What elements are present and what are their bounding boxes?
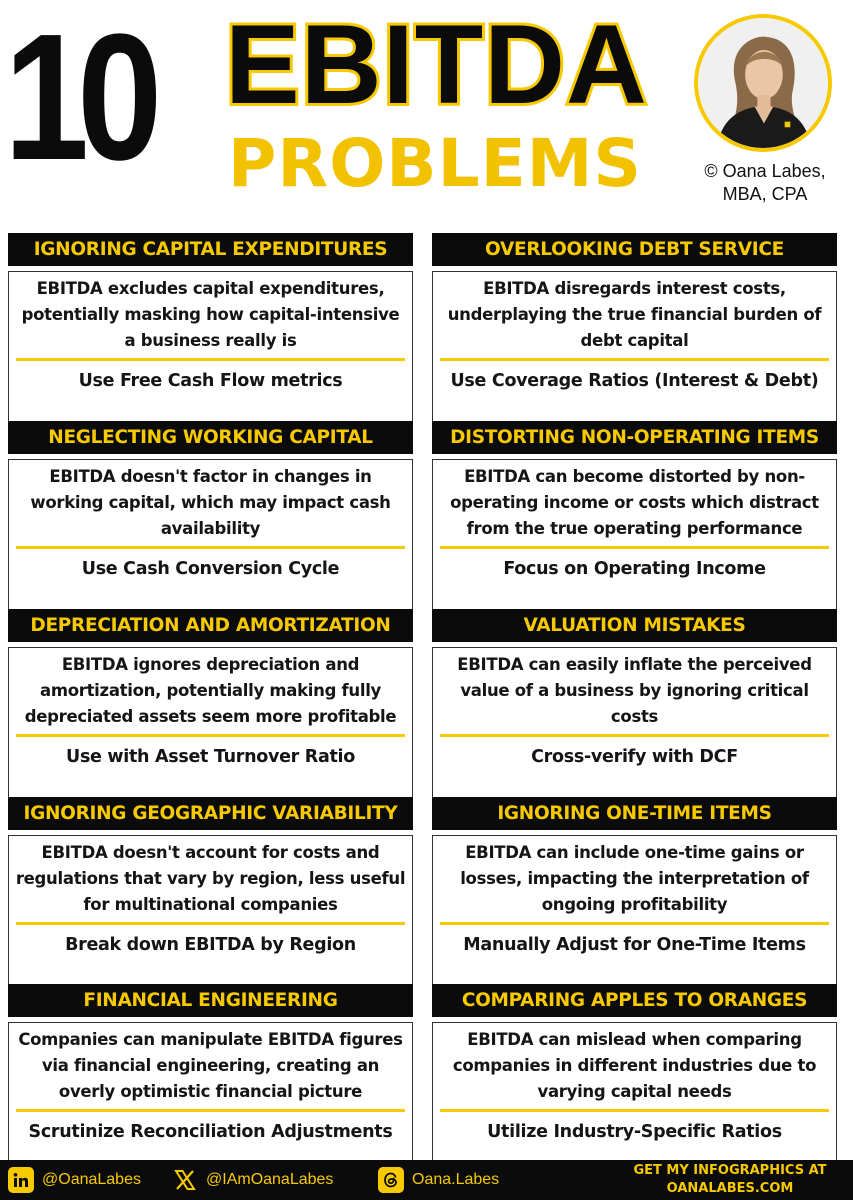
x-icon: [172, 1167, 198, 1193]
infographics-cta[interactable]: [612, 1162, 848, 1198]
problem-body: [8, 647, 413, 799]
divider: [16, 734, 405, 737]
x-handle: @IAmOanaLabes: [206, 1171, 334, 1188]
problem-description: EBITDA ignores depreciation and amortization, potentially making fully depreciated assets seem more profitable: [24, 655, 397, 726]
problem-title: VALUATION MISTAKES: [432, 609, 837, 642]
problem-description: EBITDA can easily inflate the perceived value of a business by ignoring critical costs: [457, 655, 812, 726]
problem-solution: Scrutinize Reconciliation Adjustments: [28, 1122, 393, 1142]
headline-title: EBITDA: [225, 2, 648, 127]
problem-solution: Cross-verify with DCF: [531, 747, 738, 767]
problem-card: [432, 421, 837, 611]
problem-title: IGNORING CAPITAL EXPENDITURES: [8, 233, 413, 266]
problem-card: [8, 233, 413, 423]
problem-description: EBITDA disregards interest costs, underplaying the true financial burden of debt capital: [447, 279, 822, 350]
problem-body: [8, 459, 413, 611]
problem-solution: Use with Asset Turnover Ratio: [66, 747, 355, 767]
problem-description: EBITDA doesn't account for costs and regulations that vary by region, less useful for multinational companies: [15, 843, 406, 914]
problem-body: [432, 835, 837, 987]
problem-description: EBITDA doesn't factor in changes in working capital, which may impact cash availability: [30, 467, 391, 538]
divider: [440, 358, 829, 361]
threads-handle: Oana.Labes: [412, 1171, 500, 1188]
problem-card: [8, 609, 413, 799]
problem-card: [8, 421, 413, 611]
author-name: © Oana Labes,: [704, 161, 826, 181]
footer-bar: [0, 1160, 853, 1200]
problem-description: EBITDA can mislead when comparing companies in different industries due to varying capital needs: [452, 1030, 817, 1101]
divider: [440, 546, 829, 549]
problem-card: [432, 233, 837, 423]
linkedin-link[interactable]: [8, 1167, 141, 1193]
problem-solution: Focus on Operating Income: [503, 559, 766, 579]
problem-body: [432, 1022, 837, 1174]
author-credentials: MBA, CPA: [722, 184, 808, 204]
divider: [440, 1109, 829, 1112]
problem-title: NEGLECTING WORKING CAPITAL: [8, 421, 413, 454]
threads-link[interactable]: [378, 1167, 499, 1193]
problem-body: [432, 271, 837, 423]
problem-body: [8, 271, 413, 423]
headline-subtitle: PROBLEMS: [228, 125, 642, 202]
problem-solution: Utilize Industry-Specific Ratios: [487, 1122, 782, 1142]
linkedin-icon: [8, 1167, 34, 1193]
problem-card: [8, 984, 413, 1174]
author-credit: [690, 160, 840, 206]
problem-card: [432, 984, 837, 1174]
x-link[interactable]: [172, 1167, 333, 1193]
threads-icon: [378, 1167, 404, 1193]
problem-card: [432, 797, 837, 987]
problem-card: [8, 797, 413, 987]
problem-description: EBITDA can become distorted by non-operating income or costs which distract from the true operating performance: [450, 467, 819, 538]
divider: [16, 1109, 405, 1112]
problem-solution: Manually Adjust for One-Time Items: [463, 935, 806, 955]
divider: [16, 546, 405, 549]
divider: [16, 922, 405, 925]
problem-body: [8, 835, 413, 987]
divider: [440, 922, 829, 925]
problem-solution: Use Coverage Ratios (Interest & Debt): [450, 371, 819, 391]
headline-number: 10: [4, 0, 151, 198]
problem-title: DEPRECIATION AND AMORTIZATION: [8, 609, 413, 642]
divider: [16, 358, 405, 361]
problem-body: [8, 1022, 413, 1174]
problem-solution: Use Cash Conversion Cycle: [81, 559, 340, 579]
problem-body: [432, 647, 837, 799]
problem-title: IGNORING ONE-TIME ITEMS: [432, 797, 837, 830]
divider: [440, 734, 829, 737]
problem-title: FINANCIAL ENGINEERING: [8, 984, 413, 1017]
linkedin-handle: @OanaLabes: [42, 1171, 141, 1188]
problem-solution: Use Free Cash Flow metrics: [78, 371, 343, 391]
problem-title: DISTORTING NON-OPERATING ITEMS: [432, 421, 837, 454]
problem-description: EBITDA excludes capital expenditures, potentially masking how capital-intensive a business really is: [21, 279, 400, 350]
problem-title: IGNORING GEOGRAPHIC VARIABILITY: [8, 797, 413, 830]
problem-card: [432, 609, 837, 799]
cta-website: OANALABES.COM: [666, 1181, 794, 1196]
author-avatar: [694, 14, 832, 152]
problem-body: [432, 459, 837, 611]
problem-description: EBITDA can include one-time gains or losses, impacting the interpretation of ongoing profitability: [460, 843, 809, 914]
author-portrait-icon: [698, 18, 828, 148]
problem-solution: Break down EBITDA by Region: [65, 935, 356, 955]
problem-title: OVERLOOKING DEBT SERVICE: [432, 233, 837, 266]
cta-line: GET MY INFOGRAPHICS AT: [633, 1163, 827, 1178]
problem-title: COMPARING APPLES TO ORANGES: [432, 984, 837, 1017]
problem-description: Companies can manipulate EBITDA figures via financial engineering, creating an overly optimistic financial picture: [18, 1030, 403, 1101]
